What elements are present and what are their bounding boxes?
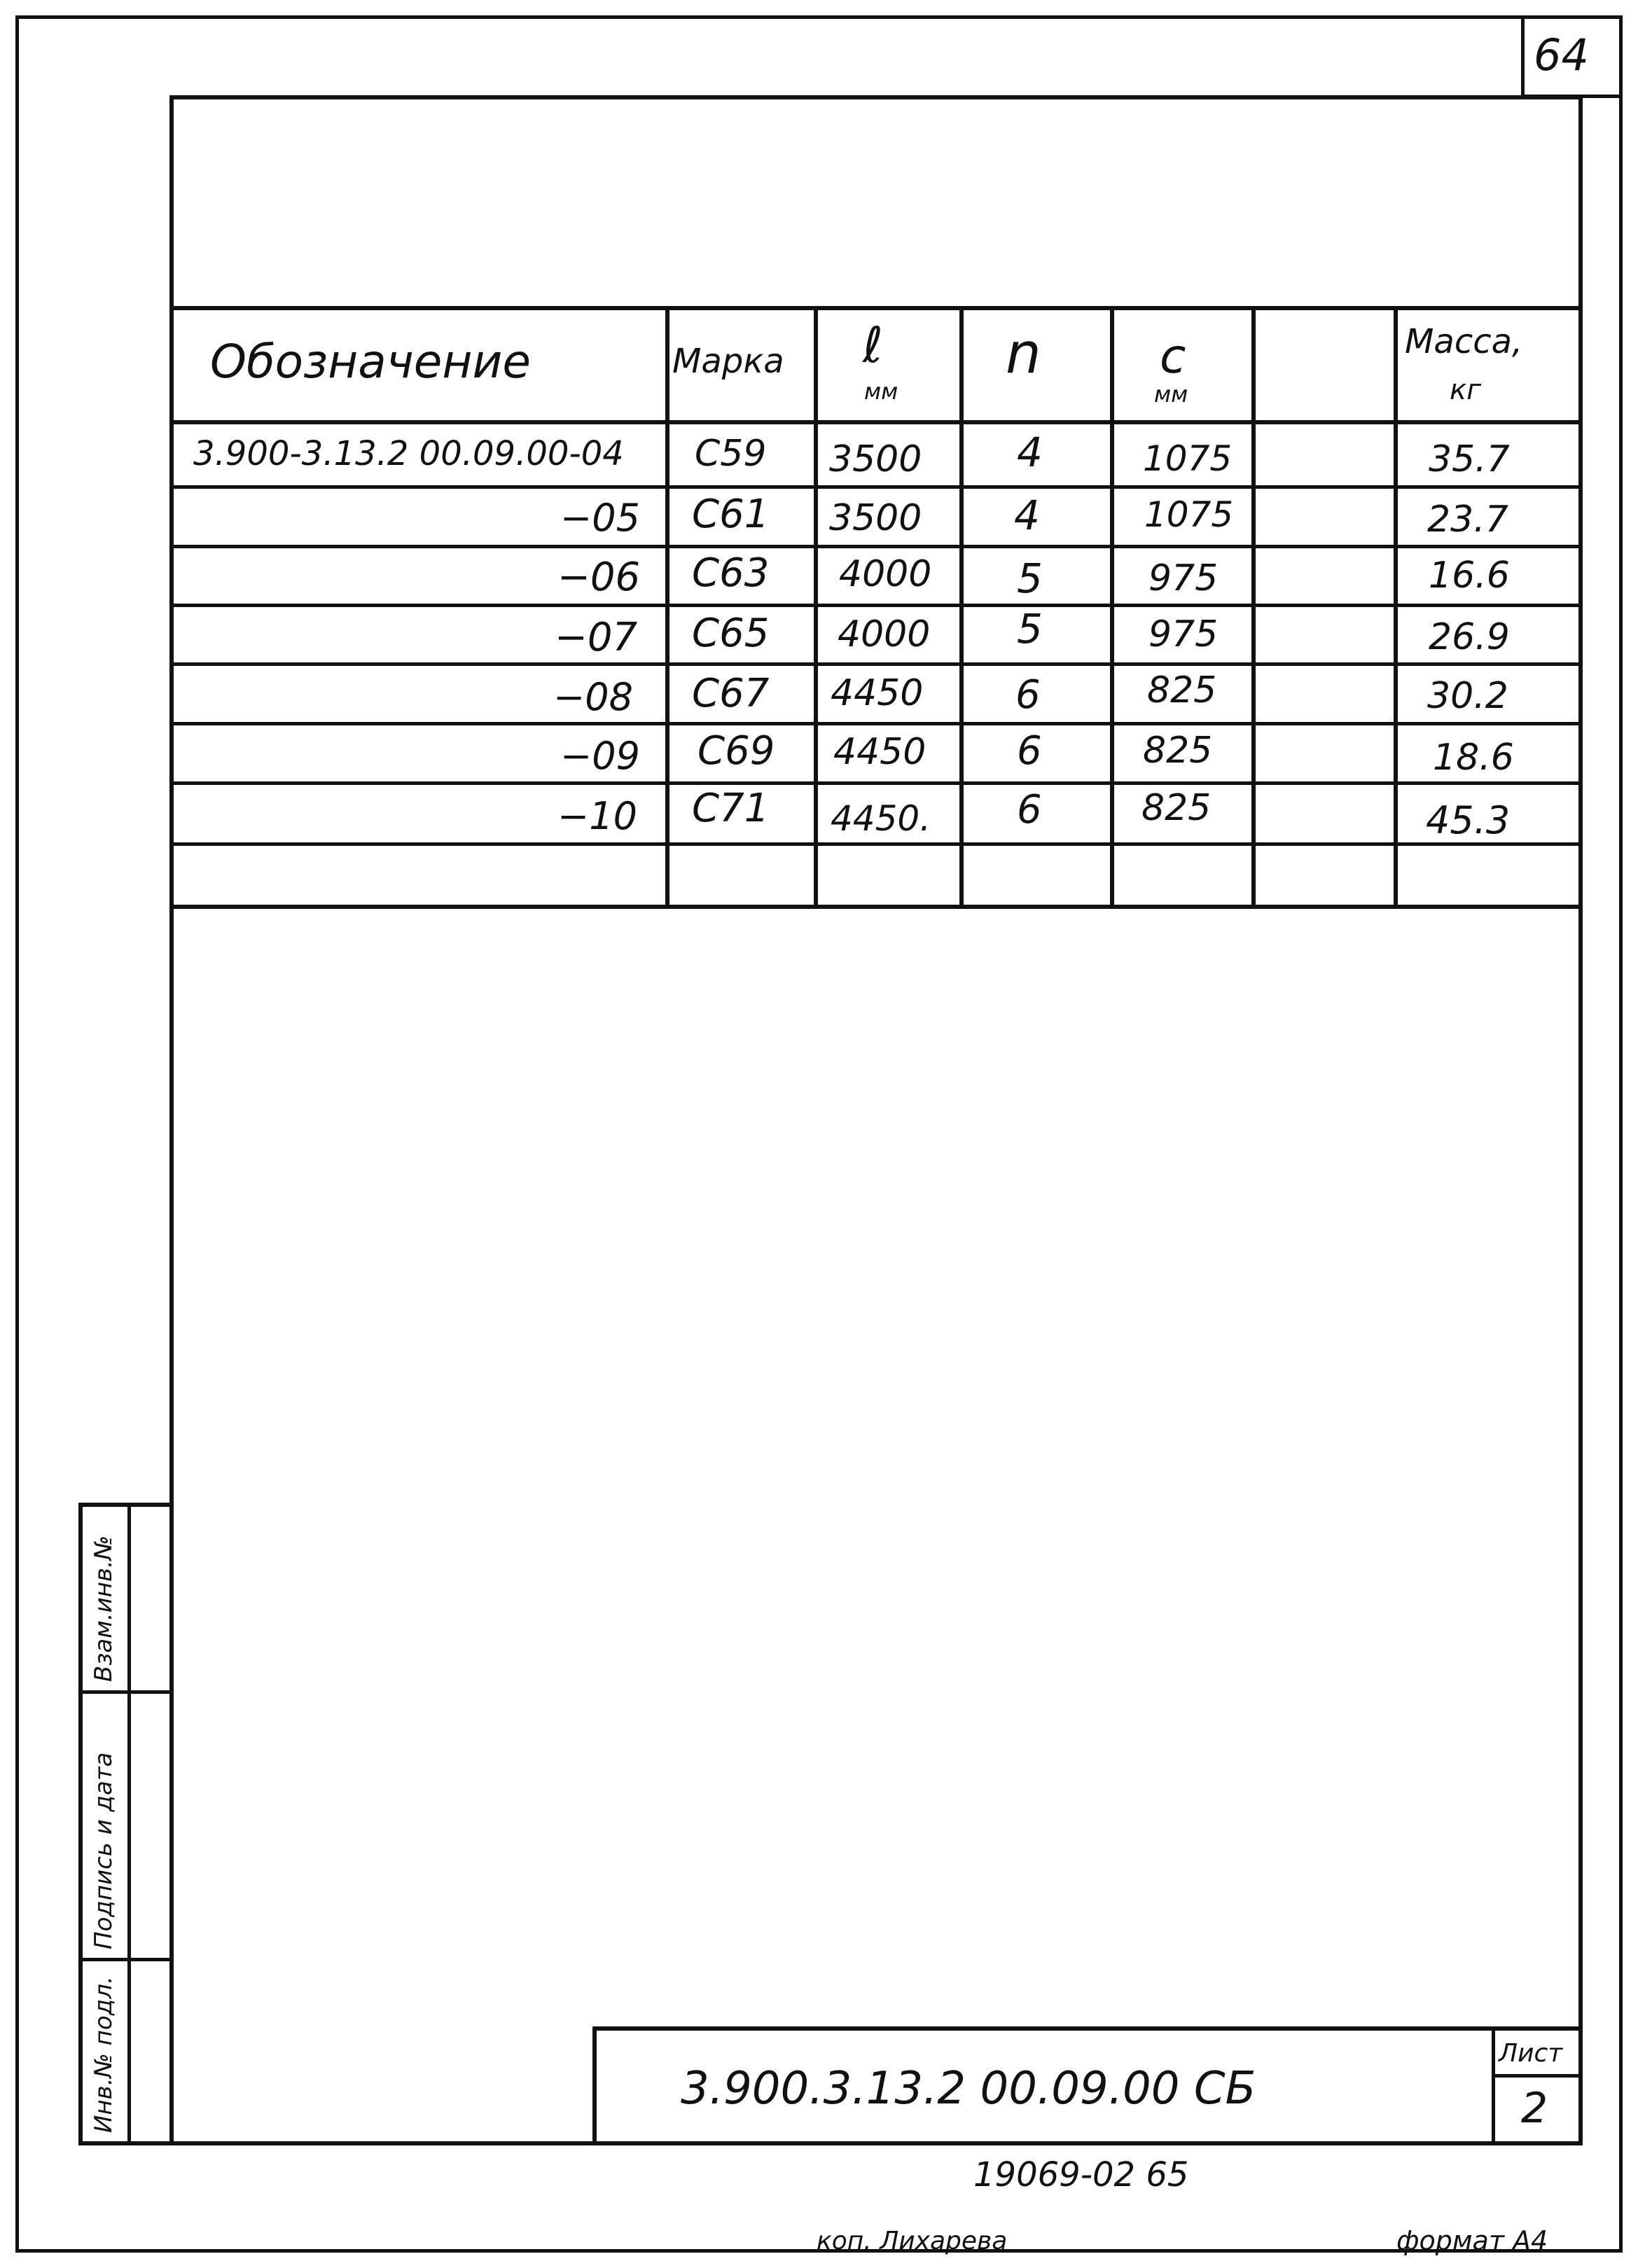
row-line bbox=[169, 545, 1583, 548]
sheet-label: Лист bbox=[1499, 2039, 1563, 2068]
row-2-l: 3500 bbox=[829, 497, 922, 539]
row-6-n: 6 bbox=[1017, 728, 1042, 774]
header-c: с bbox=[1160, 329, 1186, 384]
row-6-c: 825 bbox=[1143, 730, 1213, 772]
row-1-l: 3500 bbox=[829, 438, 922, 480]
table-bottom-line bbox=[169, 905, 1583, 909]
row-3-c: 975 bbox=[1148, 557, 1219, 599]
col-line bbox=[1394, 306, 1398, 909]
format-note: формат А4 bbox=[1396, 2225, 1548, 2256]
row-line bbox=[169, 485, 1583, 489]
row-4-n: 5 bbox=[1017, 605, 1043, 653]
sheet-box-left-line bbox=[1492, 2026, 1495, 2145]
header-c-unit: мм bbox=[1154, 381, 1188, 408]
header-mark: Марка bbox=[672, 342, 784, 381]
row-1-n: 4 bbox=[1017, 429, 1043, 476]
row-line bbox=[169, 722, 1583, 725]
side-stamp-top-line bbox=[78, 1503, 174, 1507]
row-7-mark: С71 bbox=[692, 786, 770, 831]
copy-note: коп. Лихарева bbox=[817, 2227, 1008, 2255]
header-designation: Обозначение bbox=[210, 335, 531, 389]
row-4-designation: −07 bbox=[555, 615, 638, 660]
row-7-c: 825 bbox=[1141, 787, 1212, 829]
row-6-mark: С69 bbox=[697, 728, 775, 774]
side-stamp-inv-no: Инв.№ подл. bbox=[90, 1976, 118, 2133]
row-2-mass: 23.7 bbox=[1427, 499, 1508, 541]
header-n: n bbox=[1006, 321, 1041, 386]
col-line bbox=[1110, 306, 1114, 909]
table-top-line bbox=[169, 306, 1583, 310]
row-5-l: 4450 bbox=[831, 672, 924, 714]
col-line bbox=[814, 306, 818, 909]
row-5-mark: С67 bbox=[692, 671, 770, 716]
row-2-c: 1075 bbox=[1144, 494, 1234, 535]
row-5-n: 6 bbox=[1015, 672, 1041, 718]
row-1-mass: 35.7 bbox=[1429, 438, 1510, 480]
row-5-c: 825 bbox=[1147, 669, 1217, 711]
header-l-unit: мм bbox=[864, 378, 898, 405]
row-6-designation: −09 bbox=[560, 734, 640, 778]
row-6-mass: 18.6 bbox=[1433, 737, 1514, 779]
document-code: 3.900.3.13.2 00.09.00 СБ bbox=[681, 2063, 1256, 2115]
header-mass: Масса, bbox=[1405, 322, 1523, 361]
title-block-top-line bbox=[592, 2026, 1583, 2031]
sheet-box-divider bbox=[1492, 2074, 1583, 2078]
page-number: 64 bbox=[1534, 29, 1589, 81]
row-7-l: 4450. bbox=[831, 798, 931, 839]
row-1-c: 1075 bbox=[1143, 438, 1233, 479]
archive-number: 19069-02 65 bbox=[973, 2155, 1189, 2194]
side-stamp-divider bbox=[78, 1958, 174, 1961]
sheet-number: 2 bbox=[1521, 2084, 1548, 2133]
row-line bbox=[169, 842, 1583, 846]
side-stamp-mid-line bbox=[127, 1503, 131, 2145]
col-line bbox=[959, 306, 964, 909]
row-3-designation: −06 bbox=[557, 555, 641, 600]
header-l: ℓ bbox=[863, 316, 883, 374]
row-3-mark: С63 bbox=[692, 550, 770, 596]
row-2-mark: С61 bbox=[692, 492, 770, 537]
header-mass-unit: кг bbox=[1450, 374, 1482, 406]
row-4-mark: С65 bbox=[692, 611, 770, 656]
row-4-c: 975 bbox=[1148, 613, 1219, 655]
row-6-l: 4450 bbox=[833, 731, 926, 773]
col-line bbox=[665, 306, 669, 909]
row-7-mass: 45.3 bbox=[1426, 798, 1511, 842]
row-1-designation: 3.900-3.13.2 00.09.00-04 bbox=[193, 434, 624, 473]
row-2-designation: −05 bbox=[560, 496, 640, 540]
col-line bbox=[1251, 306, 1256, 909]
row-2-n: 4 bbox=[1014, 492, 1040, 539]
side-stamp-replace-inv: Взам.инв.№ bbox=[90, 1535, 118, 1682]
side-stamp-bottom-line bbox=[78, 2141, 174, 2145]
row-7-n: 6 bbox=[1017, 787, 1042, 833]
row-5-designation: −08 bbox=[553, 675, 633, 719]
row-5-mass: 30.2 bbox=[1427, 675, 1508, 717]
row-line bbox=[169, 662, 1583, 666]
header-bottom-line bbox=[169, 420, 1583, 424]
row-line bbox=[169, 604, 1583, 607]
row-1-mark: С59 bbox=[695, 433, 767, 475]
row-3-l: 4000 bbox=[839, 553, 932, 595]
row-4-mass: 26.9 bbox=[1429, 616, 1510, 658]
title-block-left-line bbox=[592, 2026, 597, 2145]
row-7-designation: −10 bbox=[557, 794, 637, 838]
row-4-l: 4000 bbox=[838, 613, 931, 655]
side-stamp-sign-date: Подпись и дата bbox=[90, 1752, 118, 1949]
side-stamp-left-line bbox=[78, 1503, 83, 2145]
row-line bbox=[169, 781, 1583, 785]
row-3-mass: 16.6 bbox=[1429, 555, 1510, 597]
side-stamp-divider bbox=[78, 1690, 174, 1694]
row-3-n: 5 bbox=[1017, 555, 1043, 602]
